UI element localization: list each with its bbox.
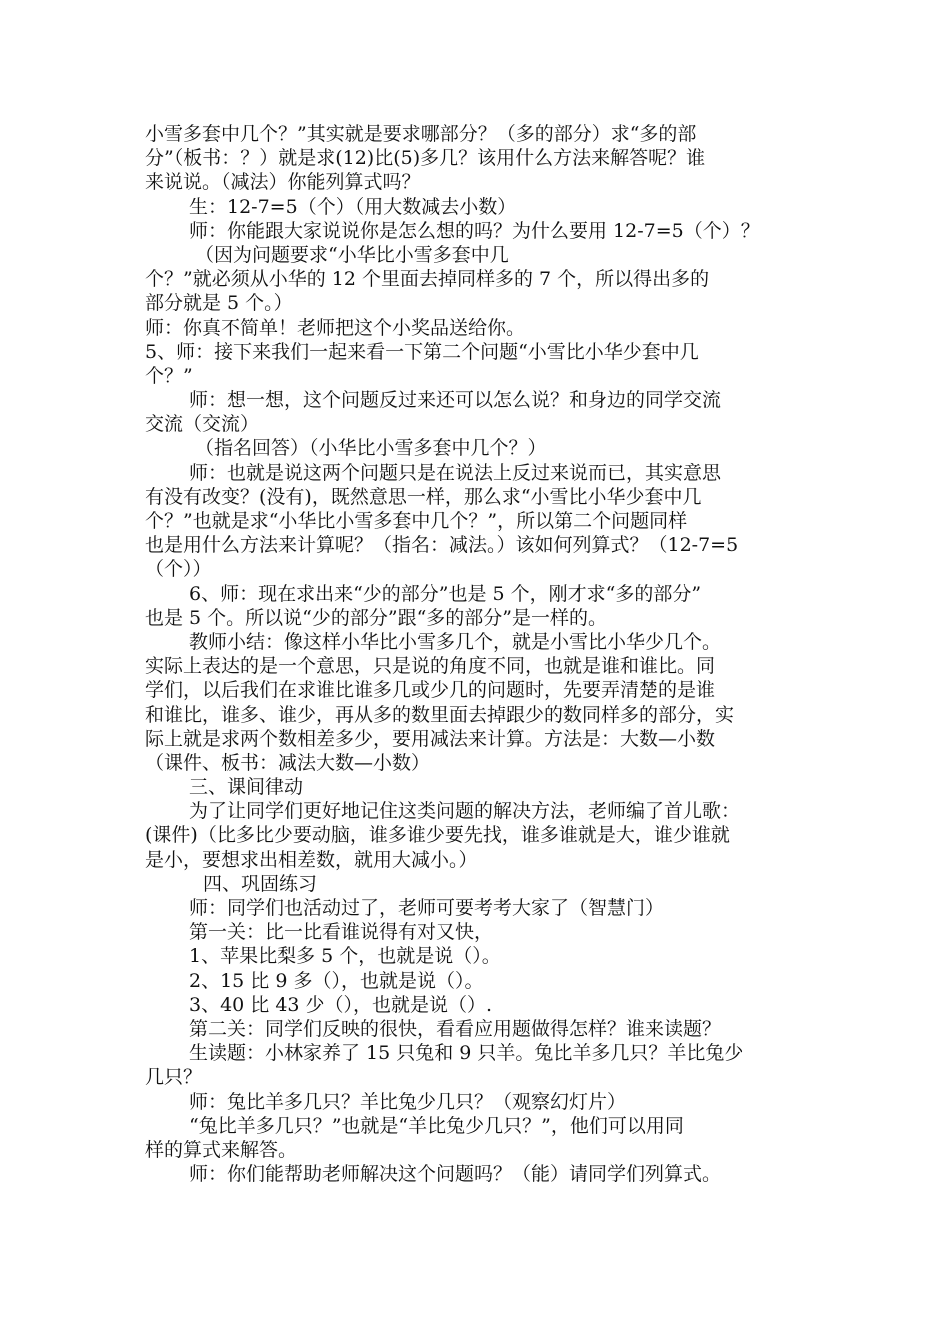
text-line: 交流（交流）: [145, 413, 260, 436]
text-line: 有没有改变？(没有)，既然意思一样，那么求“小雪比小华少套中几: [145, 485, 702, 508]
text-line: 为了让同学们更好地记住这类问题的解决方法，老师编了首儿歌：: [189, 800, 741, 823]
text-line: 个？”: [145, 364, 193, 387]
text-line: 样的算式来解答。: [145, 1138, 298, 1161]
text-line: 来说说。（减法）你能列算式吗？: [145, 171, 421, 194]
text-line: 学们，以后我们在求谁比谁多几或少几的问题时，先要弄清楚的是谁: [145, 679, 716, 702]
text-line: 也是 5 个。所以说“少的部分”跟“多的部分”是一样的。: [145, 606, 608, 629]
text-line: 个？”就必须从小华的 12 个里面去掉同样多的 7 个，所以得出多的: [145, 268, 710, 291]
text-line: 几只？: [145, 1066, 203, 1089]
text-line: 生读题：小林家养了 15 只兔和 9 只羊。兔比羊多几只？羊比兔少: [189, 1042, 744, 1065]
text-line: 1、苹果比梨多 5 个，也就是说（）。: [189, 945, 501, 968]
text-line: 三、课间律动: [189, 776, 304, 799]
text-line: 第二关：同学们反映的很快，看看应用题做得怎样？谁来读题？: [189, 1017, 722, 1040]
text-line: 是小，要想求出相差数，就用大减小。）: [145, 848, 478, 871]
text-line: 6、师：现在求出来“少的部分”也是 5 个，刚才求“多的部分”: [189, 582, 702, 605]
text-line: 2、15 比 9 多（），也就是说（）。: [189, 969, 484, 992]
text-line: 也是用什么方法来计算呢？（指名：减法。）该如何列算式？（12-7=5: [145, 534, 739, 557]
text-line: 师：你真不简单！老师把这个小奖品送给你。: [145, 316, 526, 339]
text-line: 师：同学们也活动过了，老师可要考考大家了（智慧门）: [189, 897, 665, 919]
text-line: 际上就是求两个数相差多少，要用减法来计算。方法是：大数—小数: [145, 727, 716, 750]
text-line: 实际上表达的是一个意思，只是说的角度不同，也就是谁和谁比。同: [145, 655, 716, 678]
text-line: 四、巩固练习: [203, 872, 318, 895]
text-line: 个？”也就是求“小华比小雪多套中几个？”，所以第二个问题同样: [145, 510, 688, 532]
text-line: （课件、板书：减法大数—小数）: [145, 751, 431, 774]
text-line: 3、40 比 43 少（），也就是说（）.: [189, 993, 493, 1016]
text-line: 5、师：接下来我们一起来看一下第二个问题“小雪比小华少套中几: [145, 340, 699, 363]
text-line: 小雪多套中几个？”其实就是要求哪部分？（多的部分）求“多的部: [145, 123, 697, 145]
text-line: 分”（板书：？）就是求(12)比(5)多几？该用什么方法来解答呢？谁: [145, 147, 706, 170]
document-body: [145, 122, 813, 1186]
text-line: （个））: [145, 558, 212, 581]
text-line: 师：兔比羊多几只？羊比兔少几只？（观察幻灯片）: [189, 1090, 627, 1113]
text-line: 生：12-7=5（个）（用大数减去小数）: [189, 195, 517, 218]
text-line: 师：想一想，这个问题反过来还可以怎么说？和身边的同学交流: [189, 389, 722, 412]
text-line: “兔比羊多几只？”也就是“羊比兔少几只？”，他们可以用同: [189, 1114, 684, 1137]
text-line: 部分就是 5 个。）: [145, 292, 293, 315]
text-line: 和谁比，谁多、谁少，再从多的数里面去掉跟少的数同样多的部分，实: [145, 703, 735, 726]
text-line: 师：你们能帮助老师解决这个问题吗？（能）请同学们列算式。: [189, 1163, 722, 1186]
text-line: 教师小结：像这样小华比小雪多几个，就是小雪比小华少几个。: [189, 630, 722, 653]
text-line: 师：你能跟大家说说你是怎么想的吗？为什么要用 12-7=5（个）？: [189, 219, 760, 242]
text-line: (课件)（比多比少要动脑，谁多谁少要先找，谁多谁就是大，谁少谁就: [145, 824, 730, 847]
text-line: 第一关：比一比看谁说得有对又快，: [189, 921, 494, 944]
text-line: 师：也就是说这两个问题只是在说法上反过来说而已，其实意思: [189, 461, 722, 484]
text-line: （指名回答）（小华比小雪多套中几个？）: [195, 437, 547, 460]
text-line: （因为问题要求“小华比小雪多套中几: [195, 243, 509, 266]
